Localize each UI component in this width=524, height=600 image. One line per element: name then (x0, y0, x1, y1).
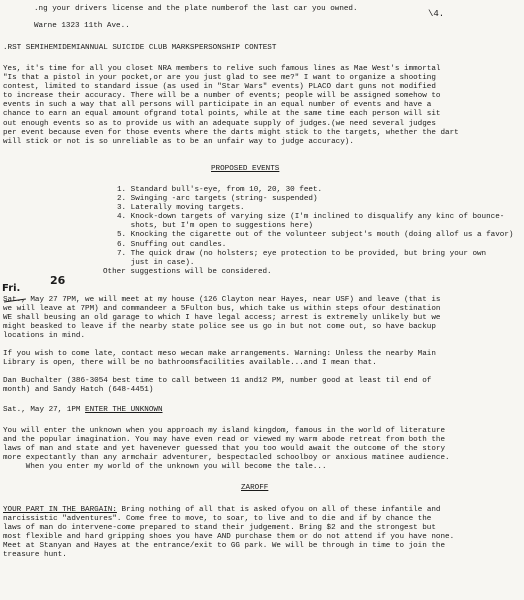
event-item: Other suggestions will be considered. (103, 267, 272, 276)
events-list (103, 186, 517, 277)
unknown-heading-title: ENTER THE UNKNOWN (85, 406, 163, 414)
intro-line: will stick or not is so unreliable as to be an unfair way to judge accuracy). (3, 137, 354, 146)
event-item: 2. Swinging -arc targets (string- suspended) (117, 195, 318, 204)
handwritten-day: Fri. (2, 283, 21, 294)
intro-line: events in such a way that all persons will participate in an equal number of events and have a (3, 101, 432, 110)
unknown-heading-prefix: Sat., May 27, 1PM (3, 406, 86, 414)
meeting-line: WE shall beusing an old garage to which I have legal access; arrest is extremely unlikely but we (3, 314, 441, 323)
late-line: If you wish to come late, contact meso wecan make arrangements. Warning: Unless the nearby Main (3, 350, 436, 358)
meeting-line: might beasked to leave if the nearby state police see us go in but not come out, so have backup (3, 323, 436, 332)
event-item: shots, but I'm open to suggestions here) (117, 222, 313, 231)
late-paragraph (3, 350, 524, 368)
intro-line: contest, limited to standard issue (as used in "Star Wars" events) PLACO dart guns not modified (3, 83, 436, 92)
intro-line: per event because even for those events where the darts might stick to the targets, whether the dart (3, 128, 459, 137)
event-item: 4. Knock-down targets of varying size (I'm inclined to disqualify any kinc of bounce- (117, 213, 505, 222)
unknown-line: When you enter my world of the unknown you will become the tale... (3, 463, 327, 472)
unknown-line: laws of man and state and yet havenever guessed that you too would await the outcome of the story (3, 445, 446, 454)
address-line: Warne 1323 11th Ave.. (34, 22, 130, 30)
unknown-heading (3, 406, 163, 415)
events-heading: PROPOSED EVENTS (211, 165, 280, 173)
bargain-paragraph (3, 506, 524, 561)
intro-line: "Is that a pistol in your pocket,or are you just glad to see me?" I want to organize a shooting (3, 74, 436, 83)
event-item: 6. Snuffing out candles. (117, 240, 227, 249)
page-mark: \4. (428, 9, 445, 19)
meeting-paragraph (3, 296, 524, 341)
bargain-line-first: Bring nothing of all that is asked ofyou on all of these infantile and (116, 506, 441, 514)
intro-line: Yes, it's time for all you closet NRA members to relive such famous lines as Mae West's immortal (3, 65, 441, 73)
handwritten-date: 26 (50, 274, 66, 287)
contacts-line: Dan Buchalter (386-3054 best time to call between 11 and12 PM, number good at least til end of (3, 377, 432, 385)
event-item: 7. The quick draw (no holsters; eye protection to be provided, but bring your own (117, 249, 487, 258)
bargain-line: laws of man do intervene-come prepared to stand their judgement. Bring $2 and the strongest but (3, 524, 436, 533)
bargain-line: narcissistic "adventures". Come free to move, to soar, to live and to die and if by chance the (3, 515, 432, 524)
unknown-line: You will enter the unknown when you approach my island kingdom, famous in the world of literature (3, 427, 446, 435)
contacts-paragraph (3, 377, 524, 395)
intro-line: to increase their accuracy. There will be a number of events; people will be assigned somehow to (3, 92, 441, 101)
bargain-line: treasure hunt. (3, 551, 67, 560)
event-item: 1. Standard bull's-eye, from 10, 20, 30 feet. (117, 186, 323, 194)
zaroff-heading: ZAROFF (241, 484, 269, 492)
late-line: Library is open, there will be no bathroomsfacilities available...and I mean that. (3, 359, 377, 368)
bargain-label: YOUR PART IN THE BARGAIN: (3, 506, 117, 514)
unknown-paragraph (3, 427, 524, 472)
top-line: .ng your drivers license and the plate numberof the last car you owned. (34, 5, 358, 13)
intro-paragraph (3, 65, 524, 147)
meeting-line: Sat., May 27 7PM, we will meet at my house (126 Clayton near Hayes, near USF) and leave (that is (3, 296, 441, 304)
bargain-line: Meet at Stanyan and Hayes at the entrance/exit to GG park. We will be through in time to join the (3, 542, 446, 551)
event-item: 3. Laterally moving targets. (117, 204, 245, 213)
bargain-line: most flexible and hard gripping shoes you have AND purchase them or do not attend if you have none. (3, 533, 455, 542)
meeting-line: locations in mind. (3, 332, 86, 341)
contest-headline: .RST SEMIHEMIDEMIANNUAL SUICIDE CLUB MARKSPERSONSHIP CONTEST (3, 44, 277, 52)
bargain-line (3, 506, 524, 515)
intro-line: out enough events so as to provide us with an adequate supply of judges.(we need several judges (3, 119, 436, 128)
meeting-line: we will leave at 7PM) and commandeer a 5Fulton bus, which take us within steps ofour destination (3, 305, 441, 314)
event-item: just in case). (117, 258, 195, 267)
unknown-line: and the popular imagination. You may have even read or viewed my warm abode retreat from both the (3, 436, 446, 445)
contacts-line: month) and Sandy Hatch (648-4451) (3, 386, 154, 395)
unknown-line: more expectantly than any armchair adventurer, bespectacled schoolboy or anxious matinee audience. (3, 454, 450, 463)
intro-line: chance to earn an equal amount ofgrand total points, while at the same time each person will sit (3, 110, 441, 119)
event-item: 5. Knocking the cigarette out of the volunteer subject's mouth (doing allof us a favor) (117, 231, 514, 240)
